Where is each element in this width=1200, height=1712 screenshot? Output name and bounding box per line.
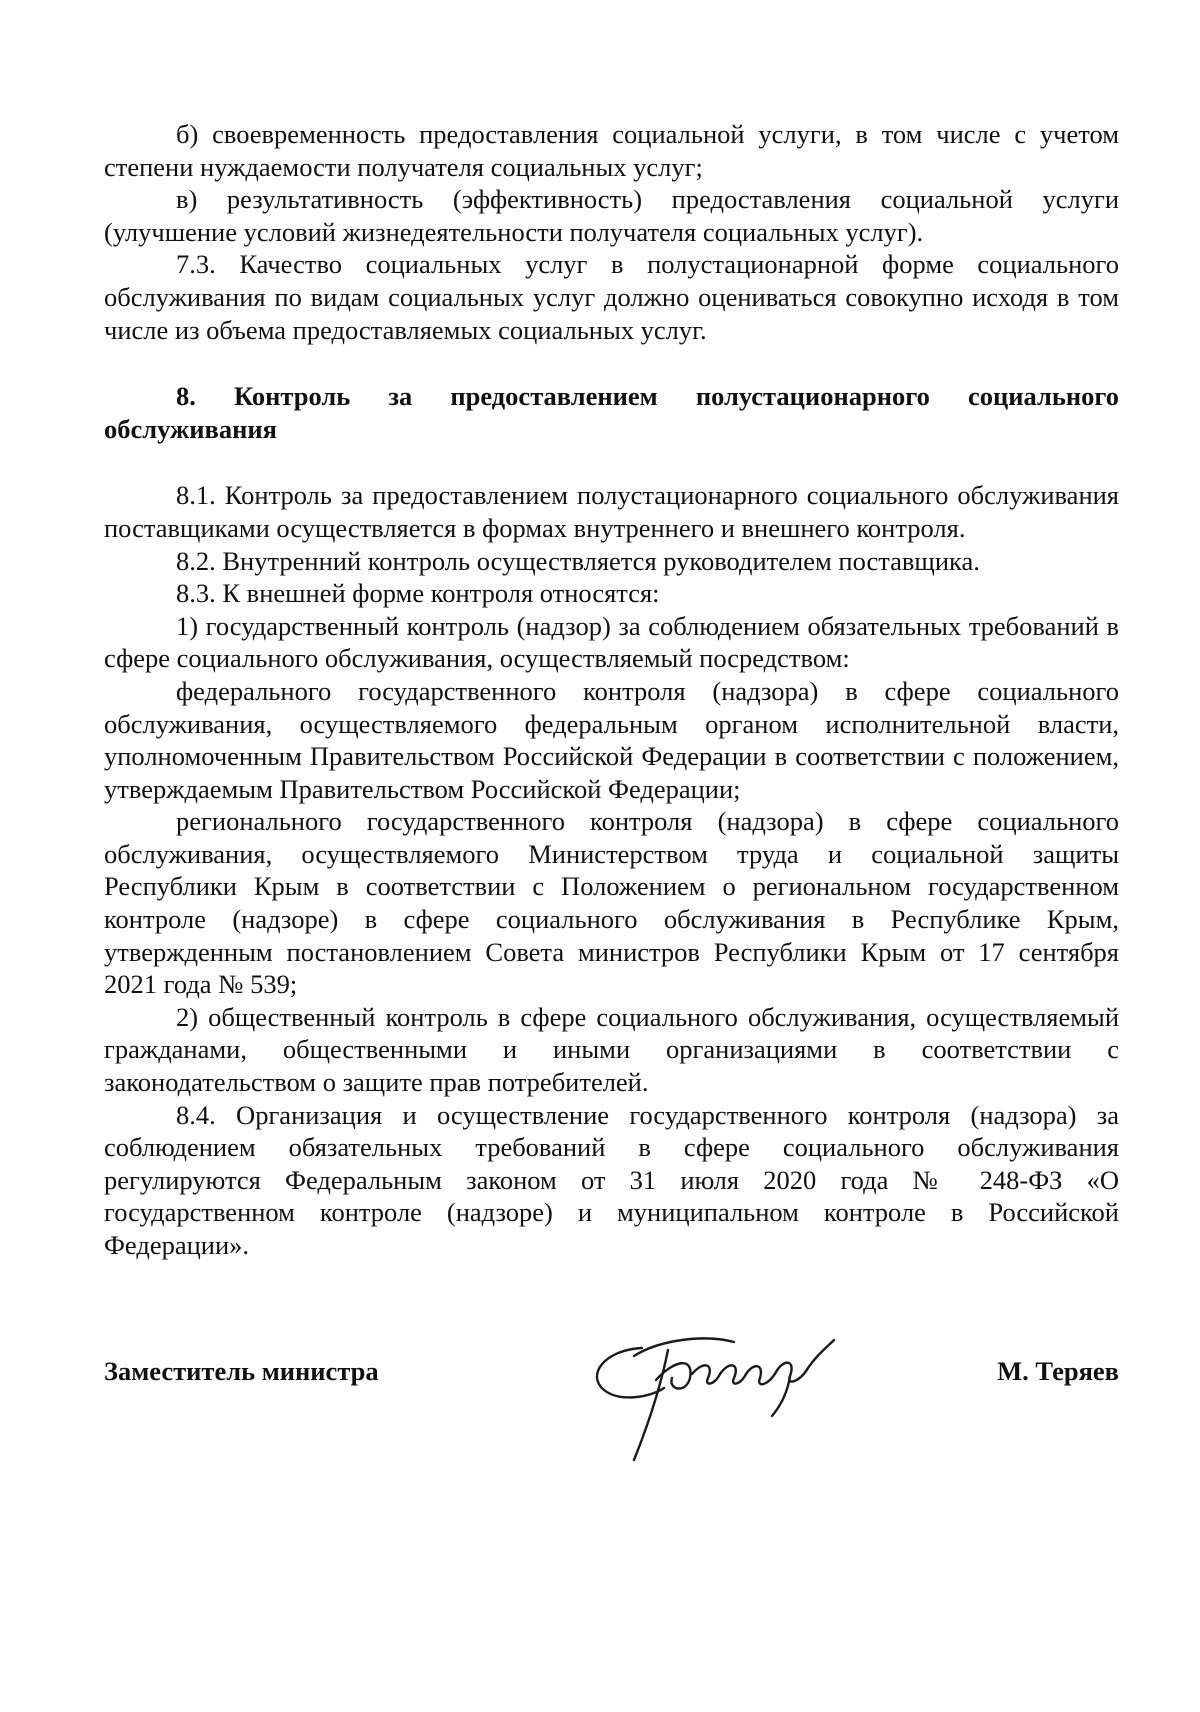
handwritten-signature [564, 1320, 864, 1470]
signature-block [104, 1340, 1119, 1460]
paragraph-8-1: 8.1. Контроль за предоставлением полустационарного социального обслуживания поставщиками осуществляется в формах внутреннего и внешнего контроля. [104, 480, 1119, 543]
paragraph-regional-control: регионального государственного контроля (надзора) в сфере социального обслуживания, осуществляемого Министерством труда и социальной защиты Республики Крым в соответствии с Положением о региональном государственном контроле (надзоре) в сфере социального обслуживания в Республике Крым, утвержденным постановлением Совета министров Республики Крым от 17 сентября 2021 года № 539; [104, 806, 1119, 1000]
signatory-position: Заместитель министра [104, 1356, 379, 1386]
paragraph-7-3: 7.3. Качество социальных услуг в полустационарной форме социального обслуживания по видам социальных услуг должно оцениваться совокупно исходя в том числе из объема предоставляемых социальных услуг. [104, 249, 1119, 345]
signatory-name: М. Теряев [997, 1356, 1119, 1386]
paragraph-v: в) результативность (эффективность) предоставления социальной услуги (улучшение условий жизнедеятельности получателя социальных услуг). [104, 184, 1119, 247]
section-heading: 8. Контроль за предоставлением полустационарного социального обслуживания [104, 381, 1119, 444]
paragraph-8-2: 8.2. Внутренний контроль осуществляется руководителем поставщика. [176, 545, 980, 576]
paragraph-8-4: 8.4. Организация и осуществление государственного контроля (надзора) за соблюдением обязательных требований в сфере социального обслуживания регулируются Федеральным законом от 31 июля 2020 года № 248-ФЗ «О государственном контроле (надзоре) и муниципальном контроле в Российской Федерации». [104, 1099, 1119, 1260]
paragraph-8-3-2: 2) общественный контроль в сфере социального обслуживания, осуществляемый гражданами, общественными и иными организациями в соответствии с законодательством о защите прав потребителей. [104, 1001, 1119, 1098]
document-body [104, 118, 1119, 1262]
paragraph-8-3-1: 1) государственный контроль (надзор) за соблюдением обязательных требований в сфере социального обслуживания, осуществляемый посредством: [104, 610, 1119, 674]
spacer [104, 346, 1119, 380]
paragraph-b: б) своевременность предоставления социальной услуги, в том числе с учетом степени нуждаемости получателя социальных услуг; [104, 119, 1119, 182]
paragraph-8-3: 8.3. К внешней форме контроля относятся: [176, 578, 660, 609]
paragraph-federal-control: федерального государственного контроля (надзора) в сфере социального обслуживания, осуществляемого федеральным органом исполнительной власти, уполномоченным Правительством Российской Федерации в соответствии с положением, утверждаемым Правительством Российской Федерации; [104, 675, 1119, 804]
spacer [104, 445, 1119, 479]
